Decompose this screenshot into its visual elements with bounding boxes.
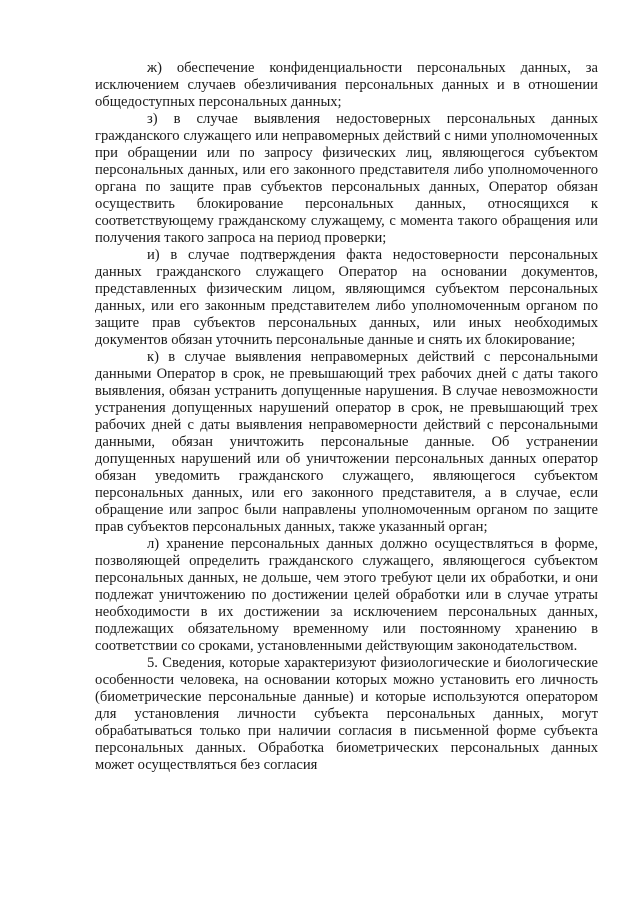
document-page (95, 60, 598, 774)
paragraph-l: л) хранение персональных данных должно осуществляться в форме, позволяющей определить гражданского служащего, являющегося субъектом персональных данных, не дольше, чем этого требуют цели их обработки, и они подлежат уничтожению по достижении целей обработки или в случае утраты необходимости в их достижении за исключением персональных данных, подлежащих обязательному временному или постоянному хранению в соответствии со сроками, установленными действующим законодательством. (95, 536, 598, 654)
paragraph-z: з) в случае выявления недостоверных персональных данных гражданского служащего или неправомерных действий с ними уполномоченных при обращении или по запросу физических лиц, являющегося субъектом персональных данных, или его законного представителя либо уполномоченного органа по защите прав субъектов персональных данных, Оператор обязан осуществить блокирование персональных данных, относящихся к соответствующему гражданскому служащему, с момента такого обращения или получения такого запроса на период проверки; (95, 111, 598, 246)
paragraph-zh: ж) обеспечение конфиденциальности персональных данных, за исключением случаев обезличивания персональных данных и в отношении общедоступных персональных данных; (95, 60, 598, 110)
paragraph-k: к) в случае выявления неправомерных действий с персональными данными Оператор в срок, не превышающий трех рабочих дней с даты такого выявления, обязан устранить допущенные нарушения. В случае невозможности устранения допущенных нарушений оператор в срок, не превышающий трех рабочих дней с даты выявления неправомерности действий с персональными данными, обязан уничтожить персональные данные. Об устранении допущенных нарушений или об уничтожении персональных данных оператор обязан уведомить гражданского служащего, являющегося субъектом персональных данных, или его законного представителя, а в случае, если обращение или запрос были направлены уполномоченным органом по защите прав субъектов персональных данных, также указанный орган; (95, 349, 598, 535)
paragraph-5: 5. Сведения, которые характеризуют физиологические и биологические особенности человека, на основании которых можно установить его личность (биометрические персональные данные) и которые используются оператором для установления личности субъекта персональных данных, могут обрабатываться только при наличии согласия в письменной форме субъекта персональных данных. Обработка биометрических персональных данных может осуществляться без согласия (95, 655, 598, 773)
paragraph-i: и) в случае подтверждения факта недостоверности персональных данных гражданского служащего Оператор на основании документов, представленных физическим лицом, являющимся субъектом персональных данных, или его законным представителем либо уполномоченным органом по защите прав субъектов персональных данных, или иных необходимых документов обязан уточнить персональные данные и снять их блокирование; (95, 247, 598, 348)
